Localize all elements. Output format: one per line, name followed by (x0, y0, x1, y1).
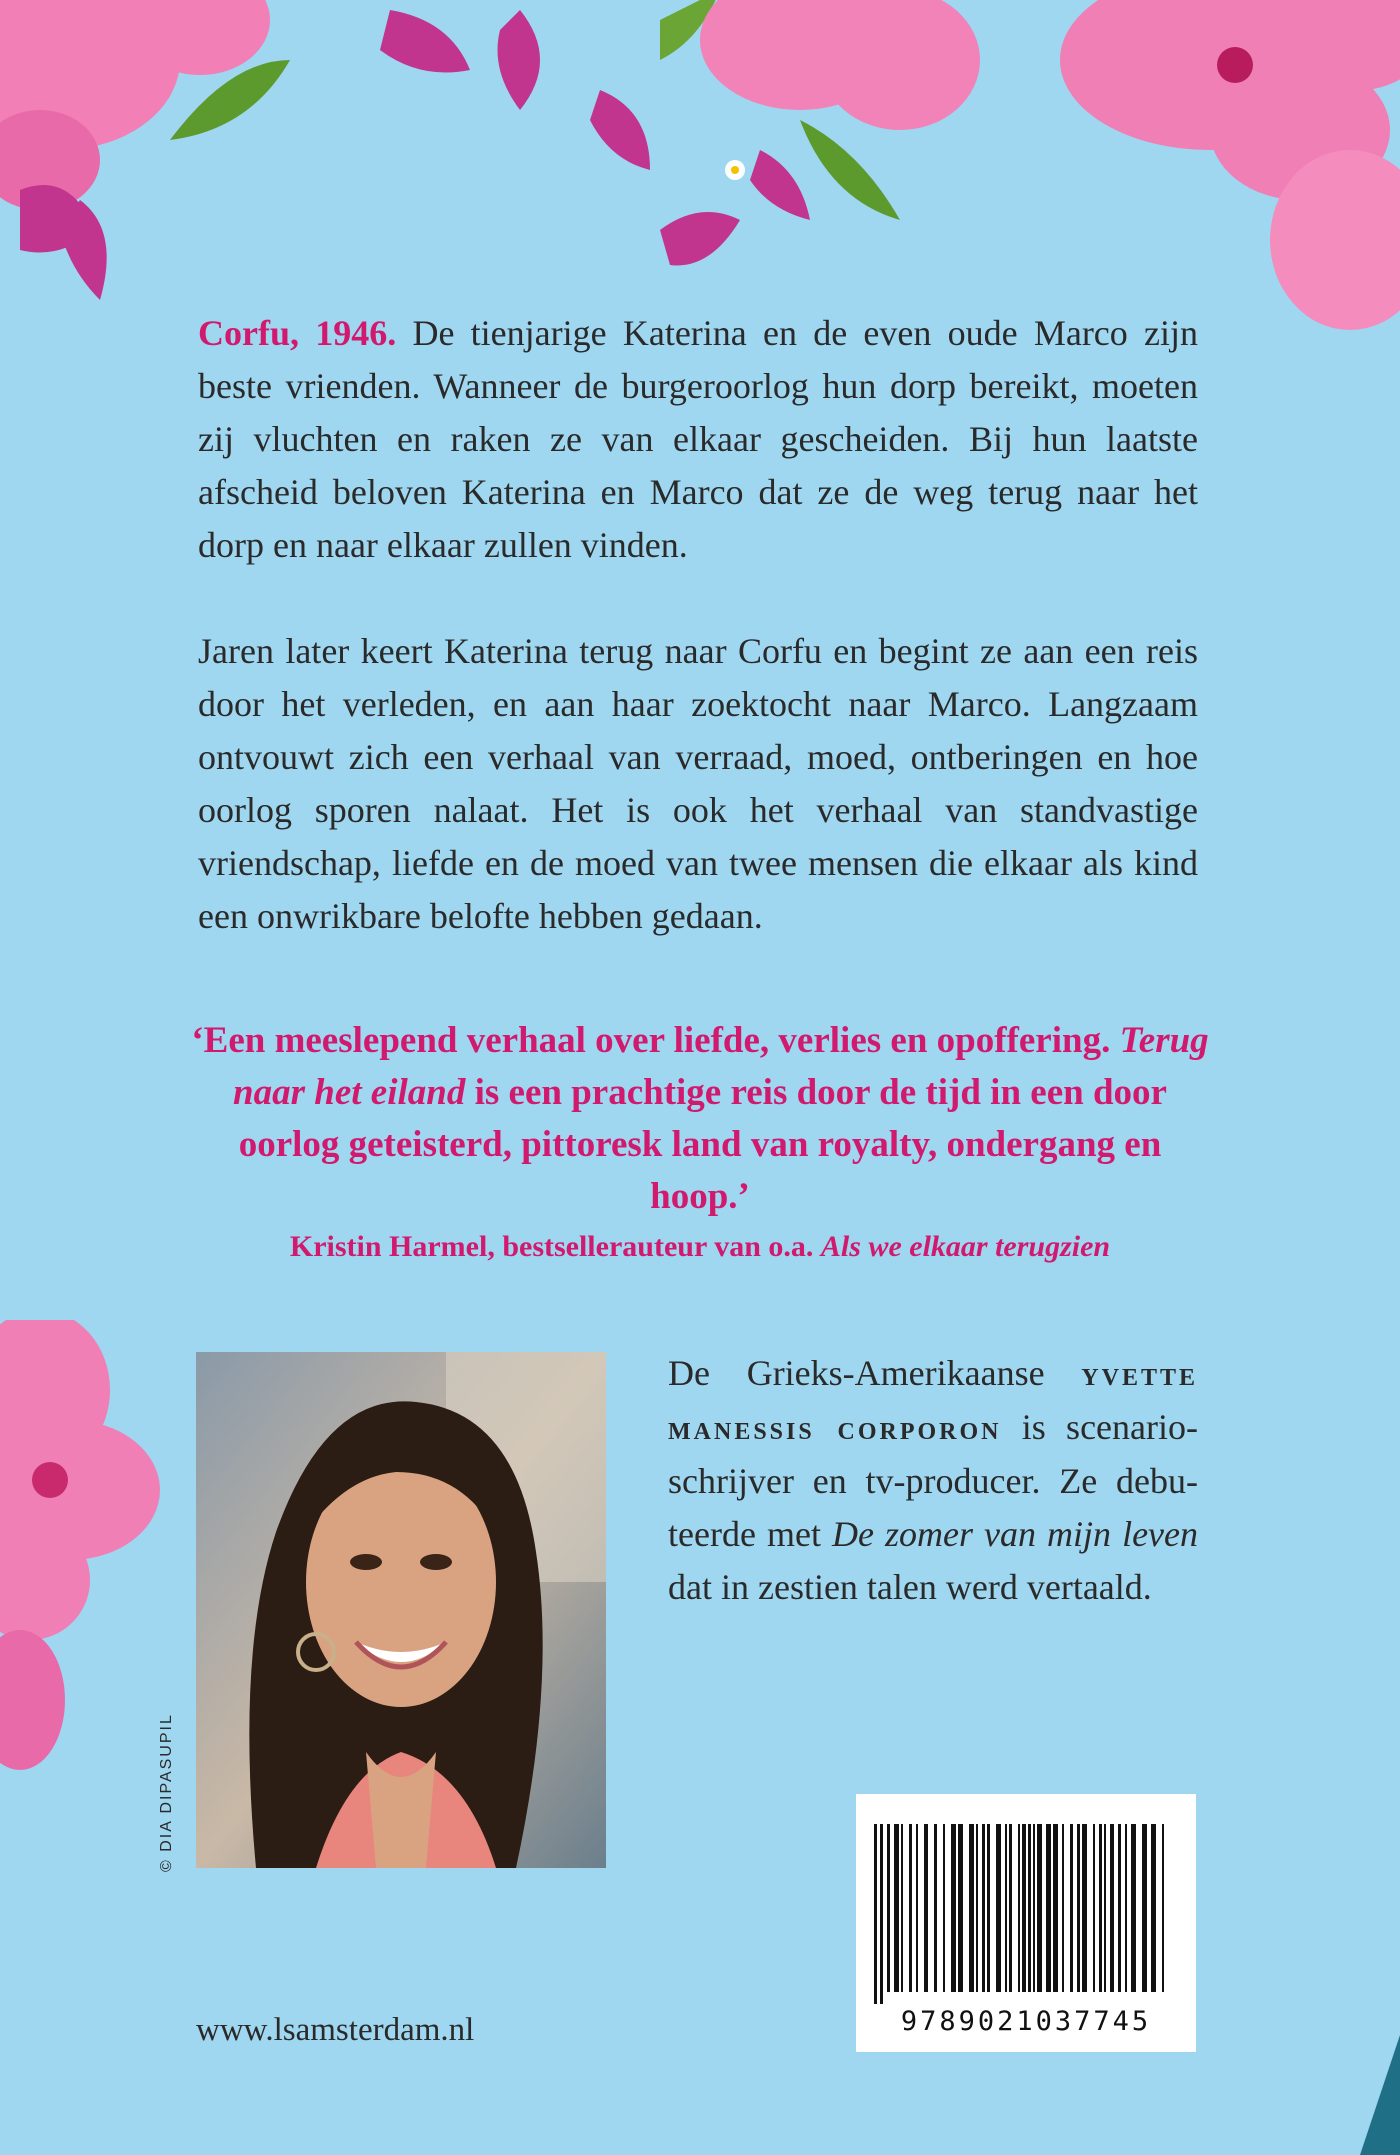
barcode-bar (887, 1824, 890, 1992)
attribution-text: Kristin Harmel, bestsellerauteur van o.a. (289, 1230, 814, 1263)
barcode-bar (982, 1824, 985, 1992)
barcode-bars (870, 1824, 1182, 2004)
synopsis-lead: Corfu, 1946. (198, 313, 397, 353)
quote-attribution (190, 1223, 1210, 1271)
barcode-bar (1028, 1824, 1031, 1992)
flower-border-top (0, 0, 1400, 340)
barcode-bar (1053, 1824, 1058, 1992)
barcode-bar (894, 1824, 899, 1992)
barcode-bar (1005, 1824, 1007, 1992)
barcode-bar (1162, 1824, 1164, 1992)
quote-part-1: ‘Een meeslepend verhaal over liefde, verlies en opoffering. (191, 1020, 1111, 1061)
corner-fold (1360, 2035, 1400, 2155)
barcode-bar (943, 1824, 945, 1992)
synopsis-paragraph-2: Jaren later keert Katerina terug naar Corfu en begint ze aan een reis door het verleden, en aan haar zoektocht naar Marco. Langzaam ontvouwt zich een verhaal van verraad, moed, ontberingen en hoe oorlog sporen nalaat. Het is ook het verhaal van standvastige vriendschap, liefde en de moed van twee mensen die elkaar als kind een onwrikbare belofte hebben gedaan. (198, 631, 1198, 936)
barcode-bar (987, 1824, 990, 1992)
barcode-bar (976, 1824, 978, 1992)
attribution-book-title: Als we elkaar terugzien (820, 1230, 1111, 1263)
publisher-url[interactable]: www.lsamsterdam.nl (196, 2012, 475, 2048)
bio-middle: is scenarioschrijver en tv-producer. Ze debuteerde met (668, 1407, 1198, 1554)
synopsis-paragraph-1-text: De tienjarige Katerina en de even oude Marco zijn beste vrienden. Wanneer de burgeroorlog hun dorp bereikt, moeten zij vluchten en raken ze van elkaar gescheiden. Bij hun laatste afscheid beloven Katerina en Marco dat ze de weg terug naar het dorp en naar elkaar zullen vinden. (198, 313, 1198, 565)
barcode-bar (951, 1824, 956, 1992)
barcode-bar (1033, 1824, 1035, 1992)
review-quote (190, 1015, 1210, 1271)
author-name: yvette manessis corporon (668, 1356, 1198, 1447)
barcode (856, 1794, 1196, 2052)
photo-credit: © DIA DIPASUPIL (158, 1713, 175, 1872)
barcode-bar (1082, 1824, 1087, 1992)
synopsis-paragraph-1 (198, 307, 1198, 572)
barcode-bar (1037, 1824, 1042, 1992)
quote-text (190, 1015, 1210, 1223)
barcode-bar (901, 1824, 903, 1992)
barcode-bar (1018, 1824, 1020, 1992)
barcode-bar (958, 1824, 963, 1992)
bio-intro: De Grieks-Amerikaanse (668, 1353, 1045, 1393)
barcode-bar (1131, 1824, 1136, 1992)
flower-border-left (0, 1320, 170, 1780)
barcode-bar (1118, 1824, 1121, 1992)
barcode-bar (969, 1824, 974, 1992)
author-photo (196, 1352, 606, 1868)
barcode-bar (1009, 1824, 1012, 1992)
barcode-bar (1070, 1824, 1073, 1992)
debut-title: De zomer van mijn leven (831, 1514, 1198, 1554)
barcode-bar (880, 1824, 883, 2004)
quote-book-title: Terug naar het eiland (233, 1020, 1209, 1113)
barcode-bar (874, 1824, 877, 2004)
barcode-bar (1077, 1824, 1080, 1992)
barcode-bar (934, 1824, 937, 1992)
barcode-bar (916, 1824, 918, 1992)
bio-end: dat in zestien talen werd vertaald. (668, 1567, 1152, 1607)
barcode-bar (1099, 1824, 1102, 1992)
barcode-bar (909, 1824, 912, 1992)
author-bio (668, 1347, 1198, 1614)
barcode-bar (1142, 1824, 1147, 1992)
barcode-bar (1022, 1824, 1026, 1992)
barcode-bar (1062, 1824, 1064, 1992)
barcode-bar (924, 1824, 928, 1992)
barcode-bar (1125, 1824, 1127, 1992)
barcode-bar (1046, 1824, 1051, 1992)
isbn-number: 9789021037745 (900, 2006, 1152, 2037)
barcode-bar (1110, 1824, 1114, 1992)
barcode-bar (1104, 1824, 1106, 1992)
barcode-bar (1151, 1824, 1156, 1992)
barcode-bar (996, 1824, 1001, 1992)
quote-part-2: is een prachtige reis door de tijd in een door oorlog geteisterd, pittoresk land van royalty, ondergang en hoop.’ (238, 1072, 1167, 1217)
barcode-bar (1093, 1824, 1095, 1992)
